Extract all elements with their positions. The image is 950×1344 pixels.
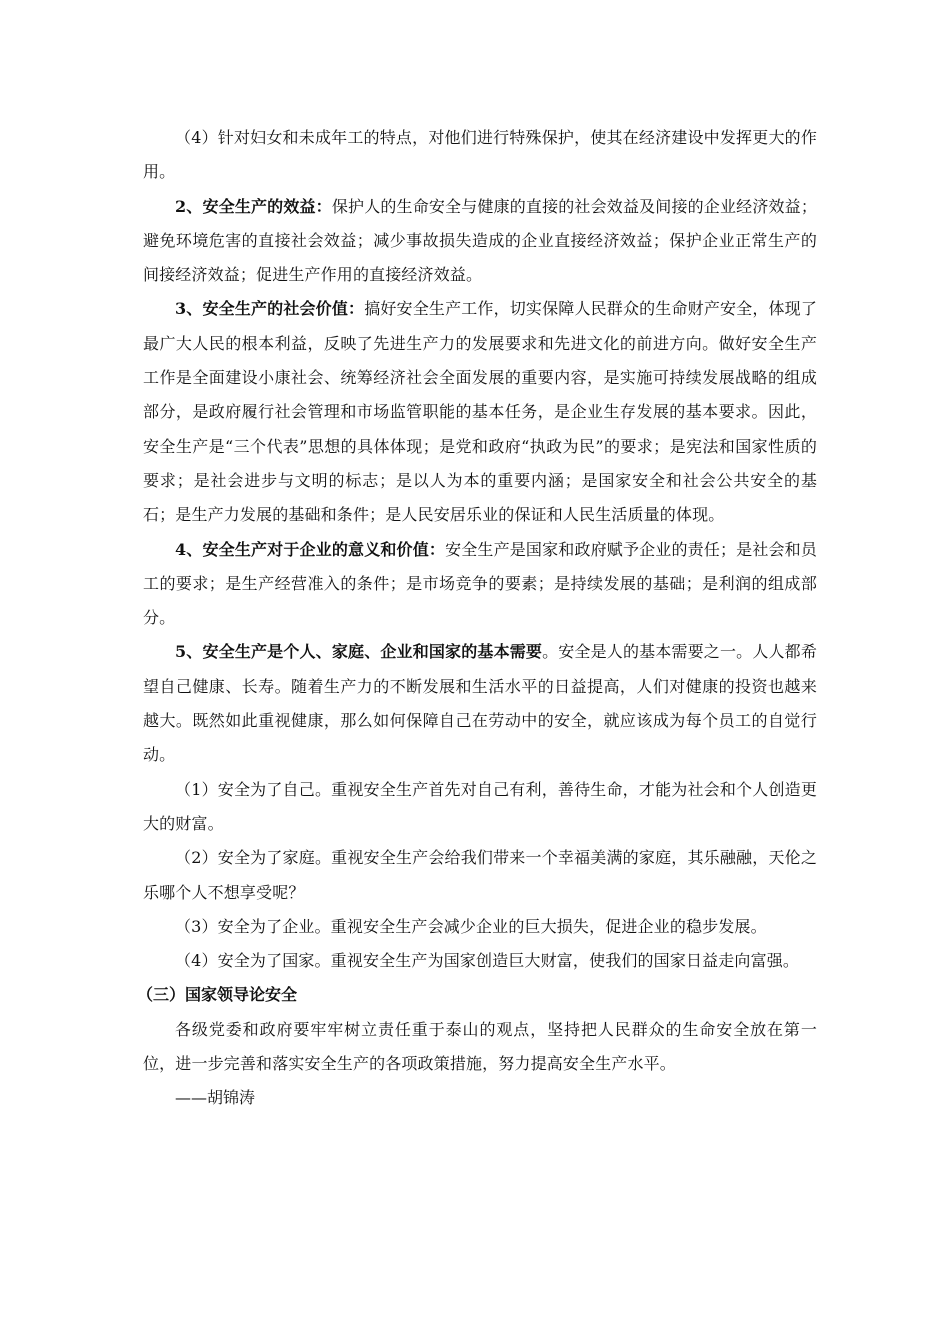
- paragraph-heading: 4、安全生产对于企业的意义和价值：: [175, 539, 446, 559]
- paragraph-heading: 2、安全生产的效益：: [175, 196, 332, 216]
- paragraph-text: 搞好安全生产工作，切实保障人民群众的生命财产安全，体现了最广大人民的根本利益，反映了先进生产力的发展要求和先进文化的前进方向。做好安全生产工作是全面建设小康社会、统筹经济社会全面发展的重要内容，是实施可持续发展战略的组成部分，是政府履行社会管理和市场监管职能的基本任务，是企业生存发展的基本要求。因此，安全生产是“三个代表”思想的具体体现；是党和政府“执政为民”的要求；是宪法和国家性质的要求；是社会进步与文明的标志；是以人为本的重要内涵；是国家安全和社会公共安全的基石；是生产力发展的基础和条件；是人民安居乐业的保证和人民生活质量的体现。: [143, 299, 817, 525]
- leader-quote: 各级党委和政府要牢牢树立责任重于泰山的观点，坚持把人民群众的生命安全放在第一位，进一步完善和落实安全生产的各项政策措施，努力提高安全生产水平。: [143, 1019, 817, 1074]
- paragraph-text: 。安全是人的基本需要之一。人人都希望自己健康、长寿。随着生产力的不断发展和生活水平的日益提高，人们对健康的投资也越来越大。既然如此重视健康，那么如何保障自己在劳动中的安全，就应该成为每个员工的自觉行动。: [143, 642, 817, 765]
- paragraph-special-protection: （4）针对妇女和未成年工的特点，对他们进行特殊保护，使其在经济建设中发挥更大的作用。: [143, 128, 817, 182]
- paragraph-social-value: [143, 292, 817, 532]
- paragraph-enterprise-value: [143, 533, 817, 636]
- paragraph-basic-needs: [143, 635, 817, 772]
- document-body: [137, 121, 817, 1116]
- paragraph-text: 保护人的生命安全与健康的直接的社会效益及间接的企业经济效益；避免环境危害的直接社会效益；减少事故损失造成的企业直接经济效益；保护企业正常生产的间接经济效益；促进生产作用的直接经济效益。: [143, 196, 817, 285]
- paragraph-safety-benefits: [143, 190, 817, 293]
- paragraph-safety-for-self: （1）安全为了自己。重视安全生产首先对自己有利，善待生命，才能为社会和个人创造更大的财富。: [143, 779, 817, 833]
- quote-signature: ——胡锦涛: [175, 1088, 256, 1108]
- paragraph-safety-for-family: （2）安全为了家庭。重视安全生产会给我们带来一个幸福美满的家庭，其乐融融，天伦之乐哪个人不想享受呢？: [143, 848, 817, 902]
- paragraph-safety-for-enterprise: （3）安全为了企业。重视安全生产会减少企业的巨大损失，促进企业的稳步发展。: [175, 916, 767, 936]
- paragraph-heading: 3、安全生产的社会价值：: [175, 299, 365, 319]
- section-title: （三）国家领导论安全: [137, 985, 298, 1005]
- paragraph-heading: 5、安全生产是个人、家庭、企业和国家的基本需要: [175, 642, 543, 662]
- paragraph-safety-for-country: （4）安全为了国家。重视安全生产为国家创造巨大财富，使我们的国家日益走向富强。: [175, 951, 800, 971]
- paragraph-text: 安全生产是国家和政府赋予企业的责任；是社会和员工的要求；是生产经营准入的条件；是市场竞争的要素；是持续发展的基础；是利润的组成部分。: [143, 539, 817, 628]
